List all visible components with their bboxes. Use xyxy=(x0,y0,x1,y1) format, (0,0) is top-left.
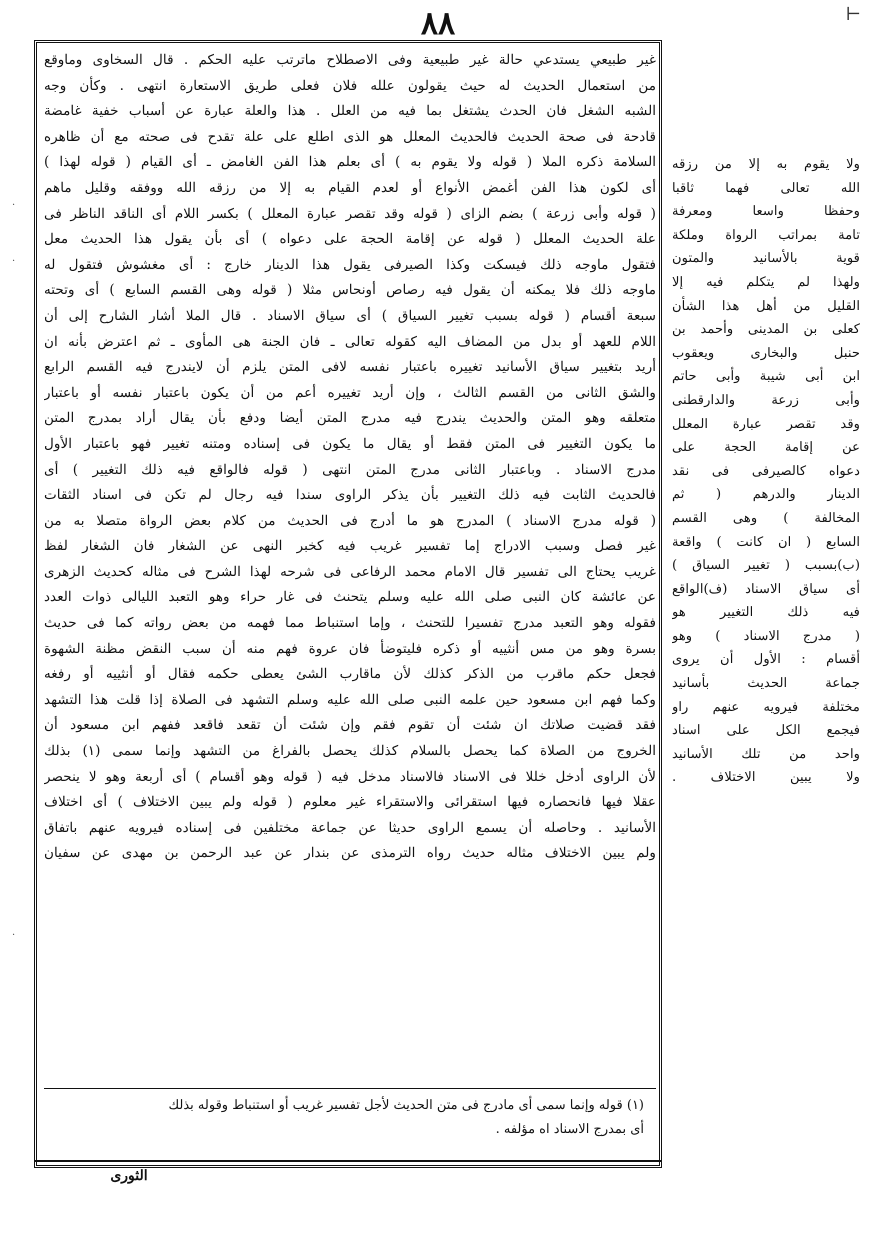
margin-text-line: عن إقامة الحجة على xyxy=(672,440,860,456)
margin-text-line: الدينار والدرهم ( ثم xyxy=(672,487,860,503)
main-text-line: بسرة وهو من مس أنثييه أو ذكره فليتوضأ فان عروة فهم منه أن سبب النقض مظنة الشهوة xyxy=(44,640,656,657)
main-text-line: قادحة فى صحة الحديث فالحديث المعلل هو الذى اطلع على علة تقدح فى صحته مع أن ظاهره xyxy=(44,128,656,145)
page-number: ٨٨ xyxy=(420,4,456,42)
scan-tick-mark: · xyxy=(12,200,16,211)
margin-text-line: فيه ذلك التغيير هو xyxy=(672,605,860,621)
footnote-divider xyxy=(44,1088,656,1089)
scan-tick-mark: · xyxy=(12,256,16,267)
main-text-line: ( قوله وأبى زرعة ) بضم الزاى ( قوله وقد تقصر عبارة المعلل ) بكسر اللام أى الناقد الناظر فى xyxy=(44,205,656,222)
main-text-line: الشبه الشغل فان الحدث يشتغل بما فيه من العلل . هذا والعلة عبارة عن أسباب خفية غامضة xyxy=(44,103,656,120)
main-commentary-text xyxy=(44,48,656,1088)
main-text-line: فقد قضيت صلاتك ان شئت أن تقوم فقم وإن شئت أن تقعد فاقعد ففهم ابن مسعود أن xyxy=(44,717,656,734)
margin-text-line: القليل من أهل هذا الشأن xyxy=(672,298,860,314)
main-text-line: ماوجه ذلك فلا يمكنه أن يقول فيه رصاص أونحاس مثلا ( قوله وهى القسم السابع ) أى وتحته xyxy=(44,282,656,299)
margin-text-line: ( مدرج الاسناد ) وهو xyxy=(672,628,860,644)
footnote xyxy=(44,1094,644,1142)
footnote-line: أى بمدرج الاسناد اه مؤلفه . xyxy=(495,1122,644,1137)
margin-text-line: وأبى زرعة والدارقطنى xyxy=(672,392,860,408)
margin-text-line: حنبل والبخارى ويعقوب xyxy=(672,345,860,361)
main-text-line: الأسانيد . وحاصله أن يسمع الراوى حديثا عن جماعة مختلفين فى إسناده فيرويه عنهم باتفاق xyxy=(44,819,656,836)
main-text-line: سبعة أقسام ( قوله بسبب تغيير السياق ) أى سياق الاسناد . قال الملا أشار الشارح إلى أن xyxy=(44,307,656,324)
main-text-line: من استعمال الحديث له حيث يقولون علله فلان فعلى طريق الاستعارة انتهى . وكأن وجه xyxy=(44,77,656,94)
catchword: الثورى xyxy=(110,1168,148,1184)
margin-text-line: (ب)بسبب ( تغيير السياق ) xyxy=(672,558,860,574)
main-text-line: مدرج الاسناد . وباعتبار الثانى مدرج المتن انتهى ( قوله فالواقع فيه ذلك التغيير ) أى xyxy=(44,461,656,478)
margin-text-line: قوية بالأسانيد والمتون xyxy=(672,251,860,267)
main-text-line: غير طبيعي يستدعي حالة غير طبيعية وفى الاصطلاح ماترتب عليه الحكم . قال السخاوى وماوقع xyxy=(44,52,656,68)
main-text-line: عن عائشة كان النبى صلى الله عليه وسلم يتحنث فى غار حراء وهو التعبد الليالى ذوات العدد xyxy=(44,589,656,606)
bottom-rule xyxy=(34,1160,662,1162)
main-text-line: السلامة ذكره الملا ( قوله ولا يقوم به ) أى بعلم هذا الفن الغامض ـ أى القيام ( قوله لهذا ) xyxy=(44,154,656,171)
margin-text-line: ولا يبين الاختلاف . xyxy=(672,770,860,786)
main-text-line: لأن الراوى أدخل خللا فى الاسناد فالاسناد مدخل فيه ( قوله وهو أقسام ) أى أربعة وهو لا ينحصر xyxy=(44,768,656,785)
margin-text-line: دعواه كالصيرفى فى نقد xyxy=(672,463,860,479)
margin-text-line: تامة بمراتب الرواة وملكة xyxy=(672,227,860,243)
main-text-line: غير فصل وسبب الادراج إما تفسير غريب فيه كخبر النهى عن الشغار فان الشغار لفظ xyxy=(44,538,656,555)
scan-tick-mark: · xyxy=(12,930,16,941)
main-text-line: الخروج من الصلاة كما يحصل بالسلام كذلك يحصل بالفراغ من التشهد وإنما سمى (١) بذلك xyxy=(44,743,656,760)
margin-text-line: ولا يقوم به إلا من رزقه xyxy=(672,157,860,172)
main-text-line: أى لكون هذا الفن أغمض الأنواع أو لعدم القيام به إلا من رزقه الله ووفقه وقليل ماهم xyxy=(44,179,656,196)
main-text-line: وكما فهم ابن مسعود حين علمه النبى صلى الله عليه وسلم التشهد فى الصلاة إذا قلت هذا التشهد xyxy=(44,691,656,708)
margin-text-line: جماعة الحديث بأسانيد xyxy=(672,676,860,692)
margin-text-line: أقسام : الأول أن يروى xyxy=(672,652,860,668)
margin-text-line: أى سياق الاسناد (ف)الواقع xyxy=(672,581,860,597)
margin-text-line: وحفظا واسعا ومعرفة xyxy=(672,204,860,220)
main-text-line: ( قوله مدرج الاسناد ) المدرج هو ما أدرج فى الحديث من كلام بعض الرواة متصلا به من xyxy=(44,512,656,529)
margin-text-line: المخالفة ) وهى القسم xyxy=(672,510,860,526)
margin-text-line: ولهذا لم يتكلم فيه إلا xyxy=(672,274,860,290)
margin-text-line: مختلفة فيرويه عنهم راو xyxy=(672,699,860,715)
margin-text-line: واحد من تلك الأسانيد xyxy=(672,746,860,762)
main-text-line: فجعل حكم ماقرب من الذكر كذلك لأن ماقارب الشئ يعطى حكمه فقال أو أنثييه أو رفغه xyxy=(44,666,656,683)
corner-mark: ⊢ xyxy=(845,4,861,25)
margin-text-line: وقد تقصر عبارة المعلل xyxy=(672,416,860,432)
main-text-line: والشق الثانى من القسم الثالث ، وإن أريد تغييره أعم من أن يكون باعتبار نفسه أو باعتبار xyxy=(44,384,656,401)
margin-matn-text xyxy=(672,153,860,790)
main-text-line: ولم يبين الاختلاف مثاله حديث رواه الترمذى عن بندار عن عبد الرحمن بن مهدى عن سفيان xyxy=(44,845,656,862)
main-text-line: ما يكون التغيير فى المتن فقط أو يقال ما يكون فى إسناده ومتنه تغيير فهو باعتبار الأول xyxy=(44,435,656,452)
main-text-line: اللام للعهد أو بدل من المضاف اليه كقوله تعالى ـ فان الجنة هى المأوى ـ ثم اعترض بأنه ان xyxy=(44,333,656,350)
margin-text-line: فيجمع الكل على اسناد xyxy=(672,723,860,739)
main-text-line: عقلا فيها فانحصاره فيها استقرائى والاستقراء غير معلوم ( قوله ولم يبين الاختلاف ) أى اختلاف xyxy=(44,794,656,811)
footnote-line: (١) قوله وإنما سمى أى مادرج فى متن الحديث لأجل تفسير غريب أو استنباط وقوله بذلك xyxy=(168,1098,644,1113)
margin-text-line: الله تعالى فهما ثاقبا xyxy=(672,180,860,196)
main-text-line: علة الحديث المعلل ( قوله عن إقامة الحجة على دعواه ) أى بأن يقول هذا الحديث معل xyxy=(44,231,656,248)
margin-text-line: ابن أبى شيبة وأبى حاتم xyxy=(672,369,860,385)
margin-text-line: السابع ( ان كانت ) واقعة xyxy=(672,534,860,550)
main-text-line: فقوله وهو التعبد مدرج تفسيرا للتحنث ، وإما استنباط مما فهمه من بعض رواته كما فى حديث xyxy=(44,615,656,632)
main-text-line: فالحديث الثابت فيه ذلك التغيير بأن يذكر الراوى سندا فيه رجال لم تكن فى اسناد الثقات xyxy=(44,487,656,504)
main-text-line: متعلقه وهو المتن والحديث يندرج فيه مدرج المتن أيضا ودفع بأن يقال أراد بمدرج المتن xyxy=(44,410,656,427)
main-text-line: فتقول ماوجه ذلك فيسكت وكذا الصيرفى يقول هذا الدينار خارج : أى مغشوش فتقول له xyxy=(44,256,656,273)
margin-text-line: كعلى بن المدينى وأحمد بن xyxy=(672,322,860,338)
main-text-line: غريب يحتاج الى تفسير قال الامام محمد الرفاعى فى شرحه لهذا الشرح فى مثاله كحديث الزهرى xyxy=(44,563,656,580)
main-text-line: أريد بتغيير سياق الأسانيد تغييره باعتبار نفسه لافى المتن يلزم أن لايندرج فيه القسم الرابع xyxy=(44,359,656,376)
